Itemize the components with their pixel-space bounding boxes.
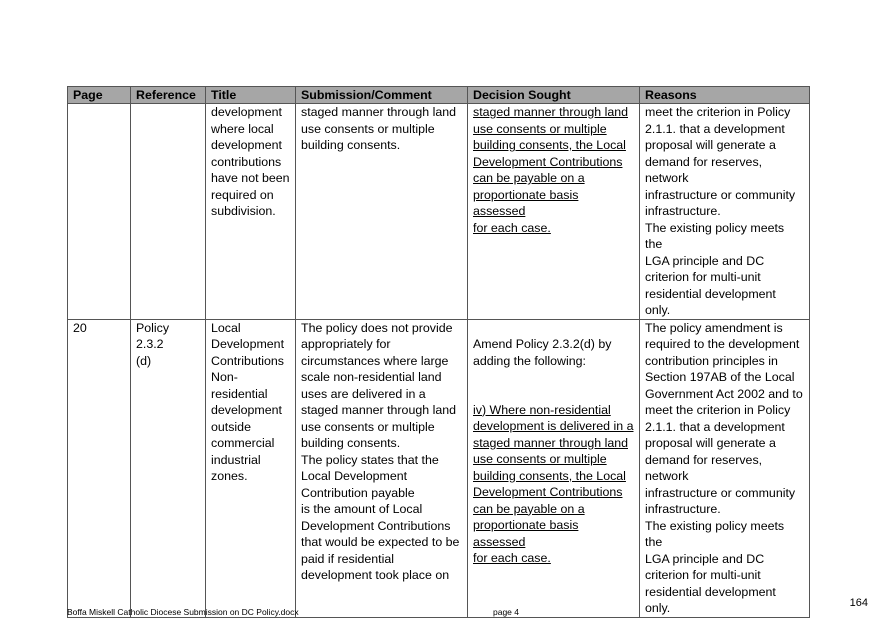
- table-row: [68, 319, 810, 617]
- header-reasons: Reasons: [640, 87, 810, 104]
- cell-decision: [468, 319, 640, 617]
- cell-page: 20: [68, 319, 131, 617]
- cell-submission: The policy does not provide appropriately for circumstances where large scale non-residential land uses are delivered in a staged manner through land use consents or multiple building consents. The policy states that the Local Development Contribution payable is the amount of Local Development Contributions that would be expected to be paid if residential development took place on: [296, 319, 468, 617]
- decision-amendment: iv) Where non-residential development is delivered in a staged manner through land use consents or multiple building consents, the Local Development Contributions can be payable on a proportionate basis assessed for each case.: [473, 402, 634, 565]
- cell-submission: staged manner through land use consents or multiple building consents.: [296, 104, 468, 320]
- cell-reasons: meet the criterion in Policy 2.1.1. that a development proposal will generate a demand for reserves, network infrastructure or community infrastructure. The existing policy meets the LGA principle and DC criterion for multi-unit residential development only.: [640, 104, 810, 320]
- cell-title: Local Development Contributions Non- residential development outside commercial industrial zones.: [206, 319, 296, 617]
- header-submission: Submission/Comment: [296, 87, 468, 104]
- table-row: [68, 104, 810, 320]
- footer-document-name: Boffa Miskell Catholic Diocese Submission on DC Policy.docx: [67, 607, 299, 617]
- header-reference: Reference: [131, 87, 206, 104]
- page-number: 164: [849, 597, 868, 609]
- cell-reference: Policy 2.3.2 (d): [131, 319, 206, 617]
- header-title: Title: [206, 87, 296, 104]
- header-decision: Decision Sought: [468, 87, 640, 104]
- submission-table: [67, 86, 810, 618]
- cell-title: development where local development contributions have not been required on subdivision.: [206, 104, 296, 320]
- footer-page-label: page 4: [493, 607, 519, 617]
- cell-decision: staged manner through land use consents or multiple building consents, the Local Development Contributions can be payable on a proportionate basis assessed for each case.: [468, 104, 640, 320]
- table-header-row: [68, 87, 810, 104]
- decision-intro: Amend Policy 2.3.2(d) by adding the following:: [473, 337, 612, 368]
- cell-reference: [131, 104, 206, 320]
- cell-reasons: The policy amendment is required to the development contribution principles in Section 197AB of the Local Government Act 2002 and to meet the criterion in Policy 2.1.1. that a development proposal will generate a demand for reserves, network infrastructure or community infrastructure. The existing policy meets the LGA principle and DC criterion for multi-unit residential development only.: [640, 319, 810, 617]
- header-page: Page: [68, 87, 131, 104]
- cell-page: [68, 104, 131, 320]
